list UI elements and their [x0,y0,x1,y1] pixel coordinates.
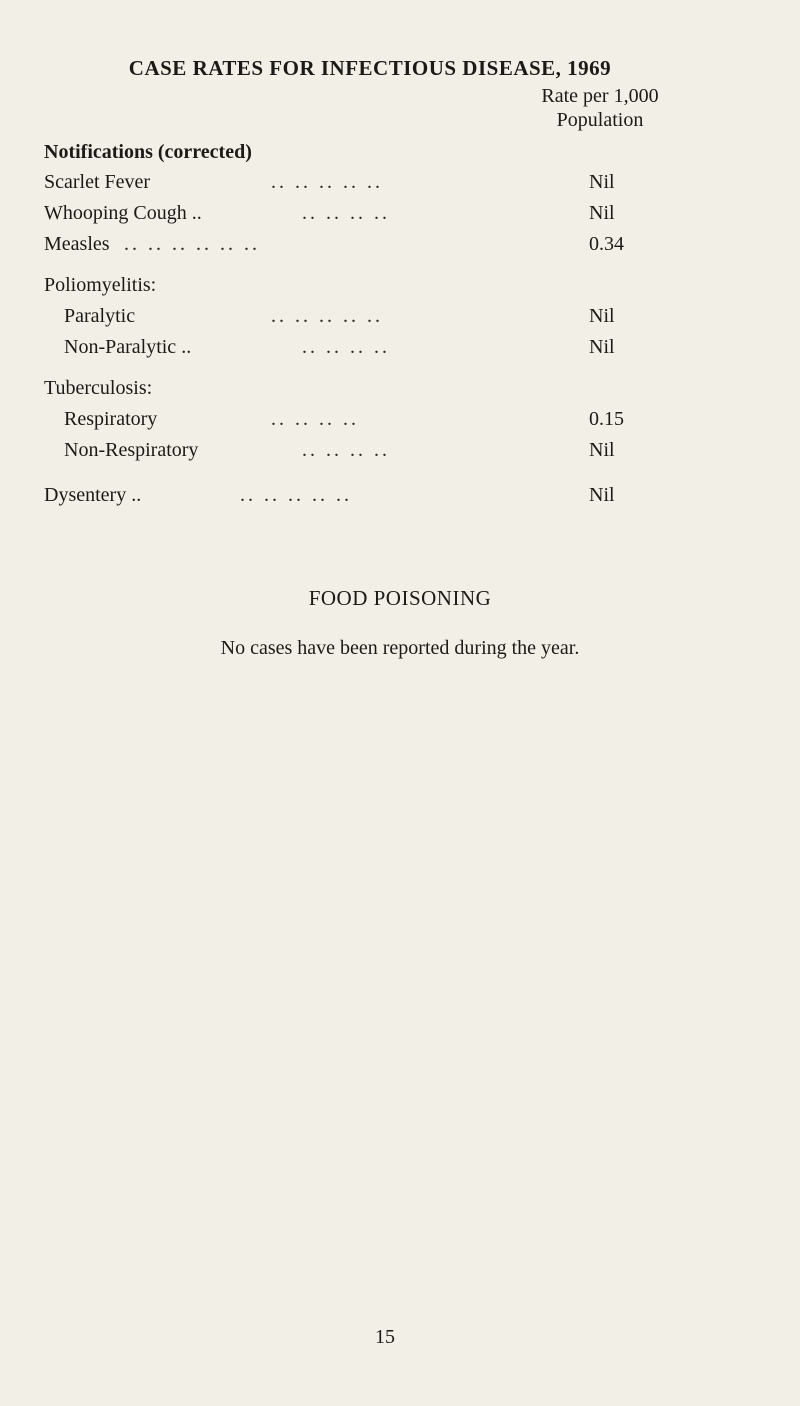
table-row [44,406,644,432]
row-label: Whooping Cough .. [44,202,202,224]
rate-header-line2: Population [556,109,644,131]
leader-dots: .. .. .. .. .. [271,305,383,327]
tuberculosis-heading: Tuberculosis: [44,377,153,399]
row-value: Nil [589,484,615,506]
leader-dots: .. .. .. .. [302,202,390,224]
table-row [44,437,644,463]
table-row [44,303,644,329]
table-row [44,231,644,257]
section-heading: Notifications (corrected) [44,141,252,163]
leader-dots: .. .. .. .. [302,439,390,461]
page-title: CASE RATES FOR INFECTIOUS DISEASE, 1969 [128,56,612,80]
poliomyelitis-heading: Poliomyelitis: [44,274,157,296]
row-value: Nil [589,305,615,327]
leader-dots: .. .. .. .. .. .. [124,233,260,255]
leader-dots: .. .. .. .. .. [271,171,383,193]
leader-dots: .. .. .. .. [271,408,359,430]
leader-dots: .. .. .. .. [302,336,390,358]
row-label: Paralytic [64,305,136,327]
table-row [44,200,644,226]
food-poisoning-heading: FOOD POISONING [308,586,492,610]
row-value: Nil [589,171,615,193]
row-value: Nil [589,202,615,224]
rate-header-line1: Rate per 1,000 [541,85,659,107]
row-label: Non-Paralytic .. [64,336,192,358]
row-value: 0.15 [589,408,624,430]
row-label: Respiratory [64,408,158,430]
table-row [44,334,644,360]
food-poisoning-text: No cases have been reported during the year. [220,637,580,659]
table-row [44,482,644,508]
leader-dots: .. .. .. .. .. [240,484,352,506]
page-number: 15 [375,1326,395,1348]
table-row [44,169,644,195]
row-value: 0.34 [589,233,624,255]
rate-column-header [500,84,700,132]
row-label: Scarlet Fever [44,171,151,193]
row-value: Nil [589,336,615,358]
row-value: Nil [589,439,615,461]
row-label: Dysentery .. [44,484,142,506]
row-label: Measles [44,233,110,255]
row-label: Non-Respiratory [64,439,199,461]
